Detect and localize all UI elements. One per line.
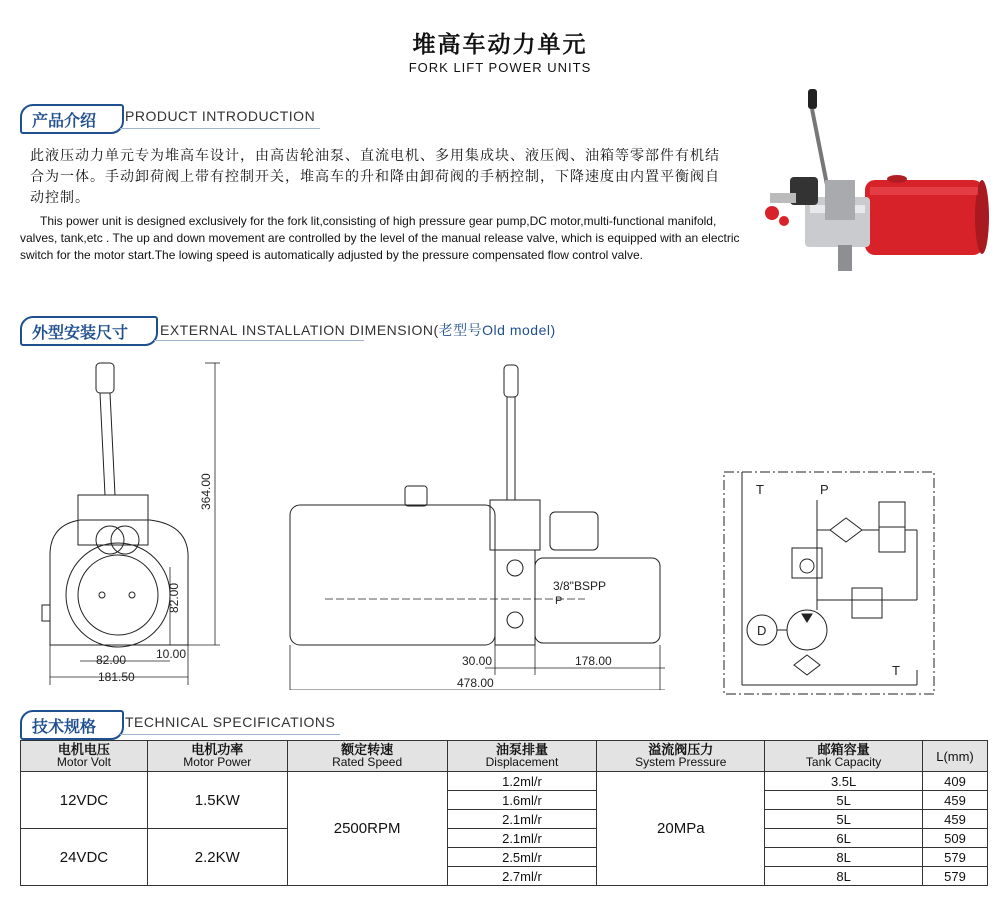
cell-volt: 12VDC xyxy=(21,772,148,829)
header-pressure: 溢流阀压力 System Pressure xyxy=(597,741,765,772)
dim-82-vertical: 82.00 xyxy=(167,582,181,613)
filter xyxy=(830,518,862,542)
cell-displacement: 1.6ml/r xyxy=(447,791,597,810)
product-photo xyxy=(750,85,990,275)
cell-speed: 2500RPM xyxy=(287,772,447,886)
handle-knob xyxy=(808,89,817,109)
section-header-spec xyxy=(20,710,720,738)
schematic-t2: T xyxy=(892,663,900,678)
tank xyxy=(290,505,495,645)
cell-displacement: 1.2ml/r xyxy=(447,772,597,791)
handle-grip xyxy=(504,365,518,397)
table-row xyxy=(21,829,988,848)
cell-capacity: 8L xyxy=(765,848,923,867)
cell-capacity: 5L xyxy=(765,791,923,810)
header-length: L(mm) xyxy=(923,741,988,772)
dim-10: 10.00 xyxy=(156,647,187,661)
header-volt: 电机电压 Motor Volt xyxy=(21,741,148,772)
motor-switch xyxy=(550,512,598,550)
section-header-intro xyxy=(20,104,720,132)
side-view-drawing xyxy=(285,360,680,690)
port-label: 3/8"BSPP xyxy=(553,579,606,593)
cell-capacity: 6L xyxy=(765,829,923,848)
section-title-en: PRODUCT INTRODUCTION xyxy=(125,108,316,124)
header-displacement: 油泵排量 Displacement xyxy=(447,741,597,772)
schematic-t1: T xyxy=(756,482,764,497)
dim-478: 478.00 xyxy=(457,676,494,690)
front-view-drawing xyxy=(20,355,235,690)
motor xyxy=(535,558,660,643)
schematic-p: P xyxy=(820,482,829,497)
cell-power: 1.5KW xyxy=(147,772,287,829)
header-capacity: 邮箱容量 Tank Capacity xyxy=(765,741,923,772)
cell-capacity: 5L xyxy=(765,810,923,829)
cell-power: 2.2KW xyxy=(147,829,287,886)
table-header-row xyxy=(21,741,988,772)
schematic-frame xyxy=(724,472,934,694)
schematic-motor-label: D xyxy=(757,623,767,638)
cell-displacement: 2.1ml/r xyxy=(447,829,597,848)
cell-capacity: 8L xyxy=(765,867,923,886)
cell-length: 579 xyxy=(923,867,988,886)
suction-filter xyxy=(794,655,820,675)
cell-length: 579 xyxy=(923,848,988,867)
filler-cap xyxy=(405,486,427,506)
section-header-dimension xyxy=(20,316,720,344)
table-row xyxy=(21,772,988,791)
dim-height: 364.00 xyxy=(199,473,213,510)
relief-valve xyxy=(852,588,882,618)
cell-length: 459 xyxy=(923,791,988,810)
dim-181: 181.50 xyxy=(98,670,135,684)
page-subtitle: FORK LIFT POWER UNITS xyxy=(408,60,592,75)
port-p-label: P xyxy=(555,595,563,607)
section-title-en: TECHNICAL SPECIFICATIONS xyxy=(125,714,336,730)
header-power: 电机功率 Motor Power xyxy=(147,741,287,772)
cell-pressure: 20MPa xyxy=(597,772,765,886)
cell-length: 409 xyxy=(923,772,988,791)
hydraulic-schematic xyxy=(722,470,937,698)
cell-displacement: 2.7ml/r xyxy=(447,867,597,886)
header-speed: 额定转速 Rated Speed xyxy=(287,741,447,772)
section-tab: 外型安装尺寸 xyxy=(20,316,158,346)
intro-text-en: This power unit is designed exclusively for the fork lit,consisting of high pressure gear pump,DC motor,multi-functional manifold, valves, tank,etc . The up and down movement are controlled by the level of the manual release valve, which is equipped with an electric switch for the motor start.The lowing speed is automatically adjusted by the pressure compensated flow control valve. xyxy=(20,214,740,262)
cell-displacement: 2.5ml/r xyxy=(447,848,597,867)
manifold xyxy=(825,180,855,220)
cell-volt: 24VDC xyxy=(21,829,148,886)
section-tab: 产品介绍 xyxy=(20,104,124,134)
cell-capacity: 3.5L xyxy=(765,772,923,791)
page-title: 堆高车动力单元 xyxy=(412,32,588,58)
cell-length: 459 xyxy=(923,810,988,829)
section-title-en: EXTERNAL INSTALLATION DIMENSION(老型号Old model) xyxy=(160,322,556,338)
cell-displacement: 2.1ml/r xyxy=(447,810,597,829)
dim-82-horizontal: 82.00 xyxy=(96,653,127,667)
dim-178: 178.00 xyxy=(575,654,612,668)
cell-length: 509 xyxy=(923,829,988,848)
dim-30: 30.00 xyxy=(462,654,493,668)
handle-grip xyxy=(96,363,114,393)
intro-text-cn: 此液压动力单元专为堆高车设计，由高齿轮油泵、直流电机、多用集成块、液压阀、油箱等零部件有机结合为一体。手动卸荷阀上带有控制开关，堆高车的升和降由卸荷阀的手柄控制，下降速度由内置平衡阀自动控制。 xyxy=(30,148,720,206)
section-tab: 技术规格 xyxy=(20,710,124,740)
spec-table xyxy=(20,740,988,886)
